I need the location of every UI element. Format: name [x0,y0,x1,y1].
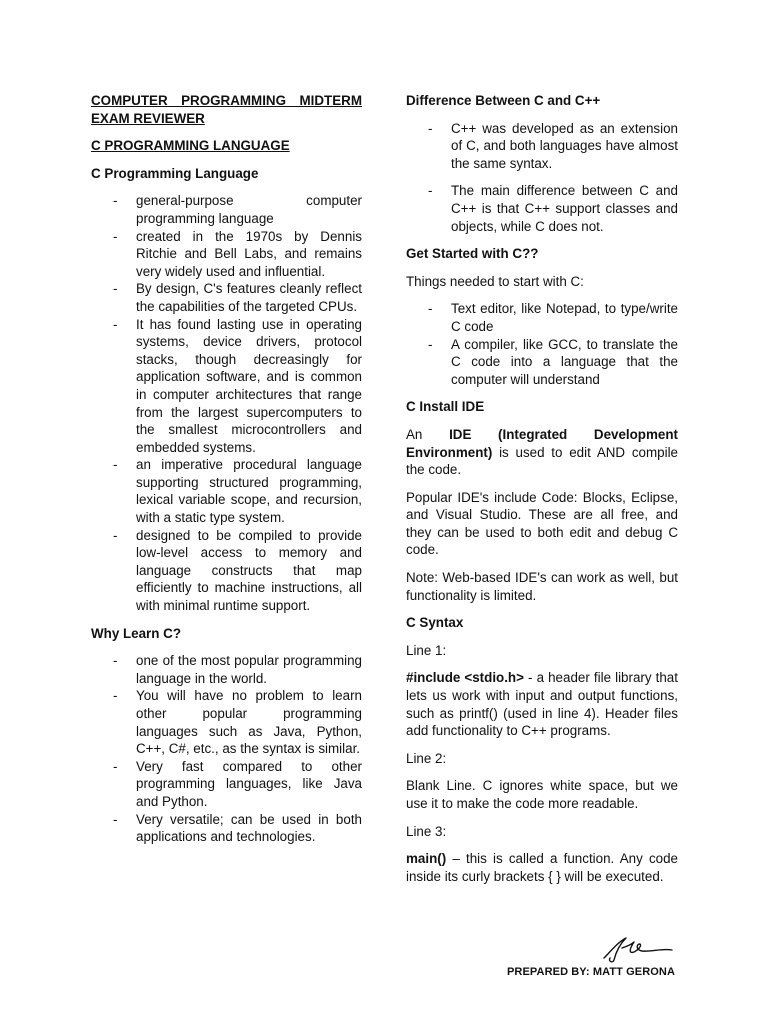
why-learn-list [91,652,362,846]
list-item: - By design, C's features cleanly reflect the capabilities of the targeted CPUs. [91,280,362,315]
list-item: - Text editor, like Notepad, to type/write C code [406,300,678,335]
line3-label: Line 3: [406,823,447,839]
right-column [406,92,678,895]
line1-paragraph [406,669,678,739]
document-title: COMPUTER PROGRAMMING MIDTERM EXAM REVIEWER [91,93,362,126]
line3-paragraph [406,850,678,885]
c-language-heading: C Programming Language [91,165,259,181]
line2-label: Line 2: [406,750,447,766]
list-item: - created in the 1970s by Dennis Ritchie and Bell Labs, and remains very widely used and influential. [91,228,362,281]
ide-paragraph [406,426,678,479]
list-item: - It has found lasting use in operating systems, device drivers, protocol stacks, though decreasingly for application software, and is common in computer architectures that range from the largest supercomputers to the smallest microcontrollers and embedded systems. [91,316,362,457]
line1-label: Line 1: [406,642,447,658]
ide-note: Note: Web-based IDE's can work as well, but functionality is limited. [406,570,678,603]
get-started-list [406,300,678,388]
line1-description: - a header file library that lets us work with input and output functions, such as printf() (used in line 4). Header files add functionality to C++ programs. [406,670,678,739]
difference-list [406,120,678,236]
list-item: - You will have no problem to learn other popular programming languages such as Java, Python, C++, C#, etc., as the syntax is similar. [91,687,362,757]
why-learn-heading: Why Learn C? [91,625,182,641]
line3-description: – this is called a function. Any code inside its curly brackets { } will be executed. [406,851,678,884]
list-item: - C++ was developed as an extension of C, and both languages have almost the same syntax. [406,120,678,173]
ide-prefix: An [406,426,423,442]
list-item: - Very fast compared to other programming languages, like Java and Python. [91,758,362,811]
get-started-intro: Things needed to start with C: [406,273,584,289]
include-code: #include <stdio.h> [406,670,524,686]
list-item: - The main difference between C and C++ is that C++ support classes and objects, while C does not. [406,182,678,235]
popular-ide-paragraph: Popular IDE's include Code: Blocks, Eclipse, and Visual Studio. These are all free, and they can be used to both edit and debug C code. [406,489,678,558]
ide-term: IDE (Integrated Development Environment) [406,426,678,460]
prepared-by: PREPARED BY: MATT GERONA [507,966,676,978]
difference-heading: Difference Between C and C++ [406,93,601,108]
ide-definition: is used to edit AND compile the code. [406,444,678,478]
get-started-heading: Get Started with C?? [406,246,539,262]
list-item: - designed to be compiled to provide low-level access to memory and language constructs that map efficiently to machine instructions, all with minimal runtime support. [91,527,362,615]
install-ide-heading: C Install IDE [406,399,485,415]
left-column [91,92,362,856]
section-title: C PROGRAMMING LANGUAGE [91,138,290,154]
list-item: - Very versatile; can be used in both applications and technologies. [91,811,362,846]
line2-paragraph: Blank Line. C ignores white space, but we use it to make the code more readable. [406,778,678,811]
list-item: - an imperative procedural language supporting structured programming, lexical variable scope, and recursion, with a static type system. [91,456,362,526]
list-item: - general-purpose computer programming language [91,192,362,227]
main-code: main() [406,851,447,867]
list-item: - A compiler, like GCC, to translate the C code into a language that the computer will understand [406,336,678,389]
syntax-heading: C Syntax [406,615,464,631]
signature-icon [596,934,676,964]
c-language-list [91,192,362,614]
list-item: - one of the most popular programming language in the world. [91,652,362,687]
